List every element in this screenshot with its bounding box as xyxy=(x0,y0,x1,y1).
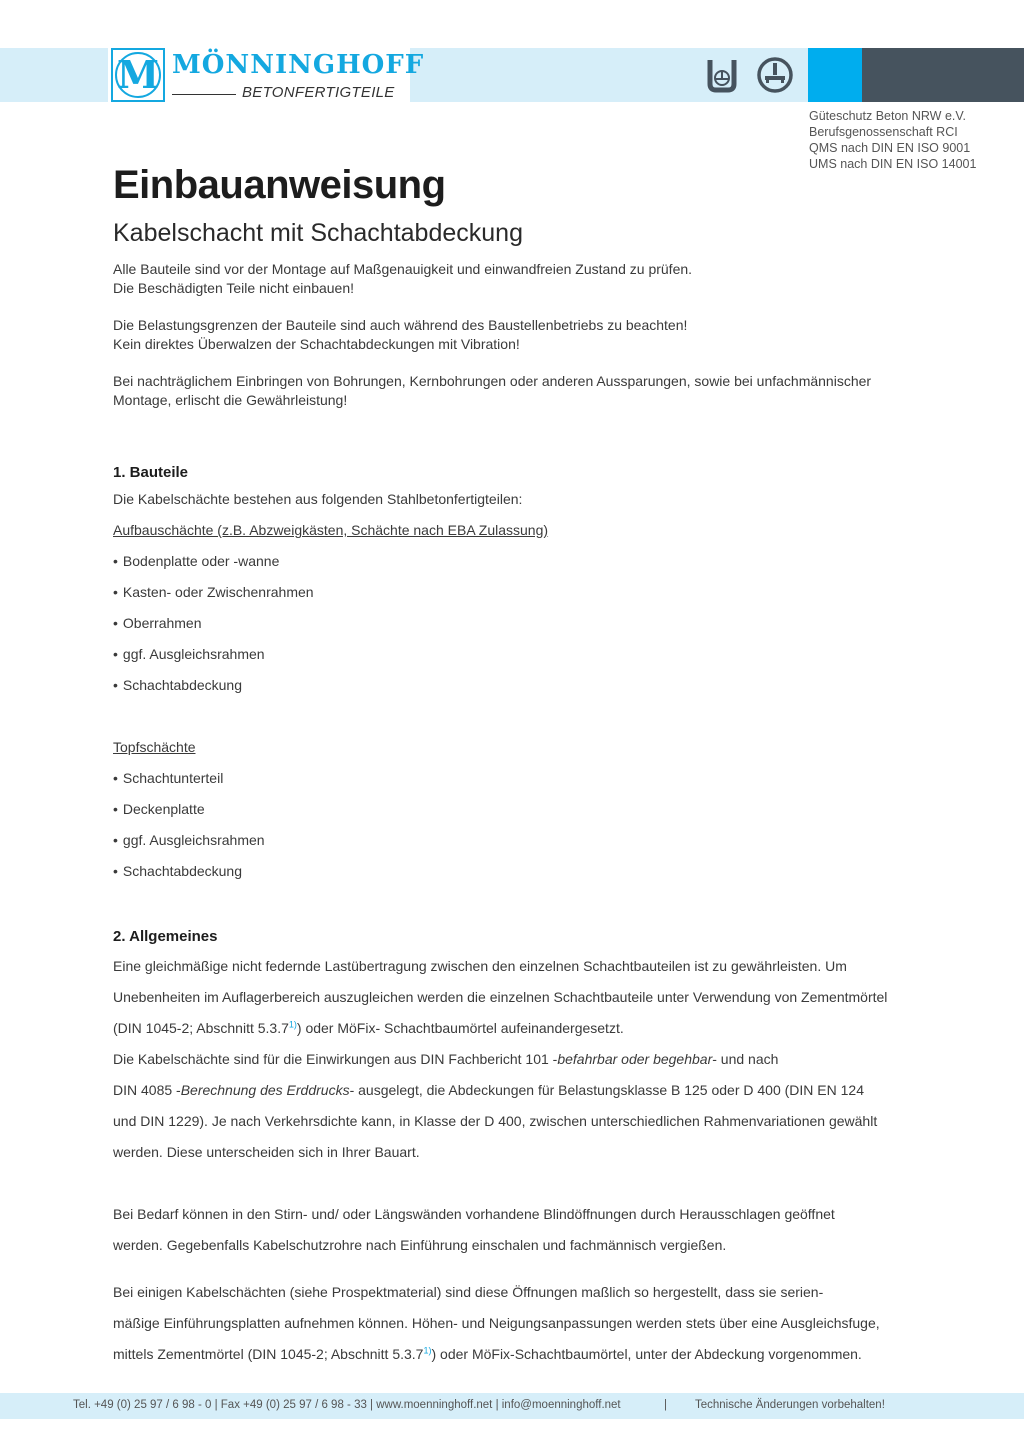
logo-m-icon xyxy=(111,48,165,102)
section-lead: Die Kabelschächte bestehen aus folgenden Stahlbetonfertigteilen: xyxy=(113,491,523,507)
paragraph xyxy=(113,1199,993,1261)
list-item: • Schachtabdeckung xyxy=(113,856,993,887)
text-line: Bei einigen Kabelschächten (siehe Prospektmaterial) sind diese Öffnungen maßlich so hergestellt, dass sie serien- xyxy=(113,1284,824,1300)
text-line: Eine gleichmäßige nicht federnde Lastübertragung zwischen den einzelnen Schachtbauteilen ist zu gewährleisten. Um xyxy=(113,958,847,974)
text-line: Die Kabelschächte sind für die Einwirkungen aus DIN Fachbericht 101 - xyxy=(113,1051,558,1067)
list-item: • ggf. Ausgleichsrahmen xyxy=(113,639,993,670)
list-item: • Deckenplatte xyxy=(113,794,993,825)
section-heading: 1. Bauteile xyxy=(113,464,189,481)
paragraph xyxy=(113,951,993,1044)
cert-line: UMS nach DIN EN ISO 14001 xyxy=(809,157,977,171)
footnote-marker: 1) xyxy=(423,1345,432,1356)
svg-text:M: M xyxy=(116,52,160,97)
cert-line: Berufsgenossenschaft RCI xyxy=(809,125,958,139)
list-item: • Kasten- oder Zwischenrahmen xyxy=(113,577,993,608)
intro-paragraph xyxy=(113,372,993,410)
text-line: - und nach xyxy=(712,1051,779,1067)
intro-line: Bei nachträglichem Einbringen von Bohrungen, Kernbohrungen oder anderen Aussparungen, sowie bei unfachmännischer xyxy=(113,373,872,389)
group-title: Topfschächte xyxy=(113,739,196,755)
paragraph xyxy=(113,1277,993,1370)
intro-line: Alle Bauteile sind vor der Montage auf Maßgenauigkeit und einwandfreien Zustand zu prüfen. xyxy=(113,261,693,277)
text-line: Bei Bedarf können in den Stirn- und/ oder Längswänden vorhandene Blindöffnungen durch Herausschlagen geöffnet xyxy=(113,1206,835,1222)
cert-line: Güteschutz Beton NRW e.V. xyxy=(809,109,967,123)
text-line: DIN 4085 - xyxy=(113,1082,181,1098)
emphasis-text: Berechnung des Erddrucks xyxy=(180,1082,350,1098)
section-body xyxy=(113,951,993,1370)
page-title: Einbauanweisung xyxy=(113,163,446,207)
text-line: ) oder MöFix-Schachtbaumörtel, unter der Abdeckung vorgenommen. xyxy=(431,1346,862,1362)
certifications xyxy=(809,108,976,172)
text-line: werden. Diese unterscheiden sich in Ihrer Bauart. xyxy=(113,1144,420,1160)
shaft-load-icon xyxy=(703,56,741,94)
text-line: (DIN 1045-2; Abschnitt 5.3.7 xyxy=(113,1020,289,1036)
intro-paragraph xyxy=(113,316,993,354)
intro-paragraph xyxy=(113,260,993,298)
cert-line: QMS nach DIN EN ISO 9001 xyxy=(809,141,971,155)
list-item: • ggf. Ausgleichsrahmen xyxy=(113,825,993,856)
footnote-marker: 1) xyxy=(288,1019,297,1030)
intro-line: Die Belastungsgrenzen der Bauteile sind auch während des Baustellenbetriebs zu beachten! xyxy=(113,317,688,333)
paragraph xyxy=(113,1044,993,1168)
footer-contact: Tel. +49 (0) 25 97 / 6 98 - 0 | Fax +49 (0) 25 97 / 6 98 - 33 | www.moenninghoff.net | info@moenninghoff.net xyxy=(73,1399,621,1411)
text-line: mittels Zementmörtel (DIN 1045-2; Abschnitt 5.3.7 xyxy=(113,1346,424,1362)
list-item: • Oberrahmen xyxy=(113,608,993,639)
text-line: - ausgelegt, die Abdeckungen für Belastungsklasse B 125 oder D 400 (DIN EN 124 xyxy=(349,1082,865,1098)
section-bauteile xyxy=(113,464,993,887)
footer-note: Technische Änderungen vorbehalten! xyxy=(695,1399,885,1411)
header-dark-block xyxy=(862,48,1024,102)
page-subtitle: Kabelschacht mit Schachtabdeckung xyxy=(113,219,523,247)
intro-notes xyxy=(113,260,993,428)
load-test-icon xyxy=(756,56,794,94)
list-item: • Bodenplatte oder -wanne xyxy=(113,546,993,577)
text-line: und DIN 1229). Je nach Verkehrsdichte kann, in Klasse der D 400, zwischen unterschiedlichen Rahmenvariationen gewählt xyxy=(113,1113,878,1129)
intro-line: Montage, erlischt die Gewährleistung! xyxy=(113,392,348,408)
logo-wordmark: MÖNNINGHOFF xyxy=(172,50,425,80)
text-line: Unebenheiten im Auflagerbereich auszugleichen werden die einzelnen Schachtbauteile unter Verwendung von Zementmörtel xyxy=(113,989,888,1005)
group-title: Aufbauschächte (z.B. Abzweigkästen, Schächte nach EBA Zulassung) xyxy=(113,522,549,538)
intro-line: Kein direktes Überwalzen der Schachtabdeckungen mit Vibration! xyxy=(113,336,520,352)
emphasis-text: befahrbar oder begehbar xyxy=(557,1051,713,1067)
footer-separator: | xyxy=(664,1399,667,1411)
text-line: werden. Gegebenfalls Kabelschutzrohre nach Einführung einschalen und fachmännisch vergießen. xyxy=(113,1237,727,1253)
list-item: • Schachtabdeckung xyxy=(113,670,993,701)
list-item: • Schachtunterteil xyxy=(113,763,993,794)
header-accent-block xyxy=(808,48,862,102)
company-logo xyxy=(108,46,425,104)
logo-rule xyxy=(172,94,236,95)
text-line: mäßige Einführungsplatten aufnehmen können. Höhen- und Neigungsanpassungen werden stets über eine Ausgleichsfuge, xyxy=(113,1315,880,1331)
intro-line: Die Beschädigten Teile nicht einbauen! xyxy=(113,280,355,296)
text-line: ) oder MöFix- Schachtbaumörtel aufeinandergesetzt. xyxy=(296,1020,624,1036)
logo-tagline: BETONFERTIGTEILE xyxy=(242,84,395,101)
section-heading: 2. Allgemeines xyxy=(113,928,218,945)
section-allgemeines xyxy=(113,928,993,1370)
